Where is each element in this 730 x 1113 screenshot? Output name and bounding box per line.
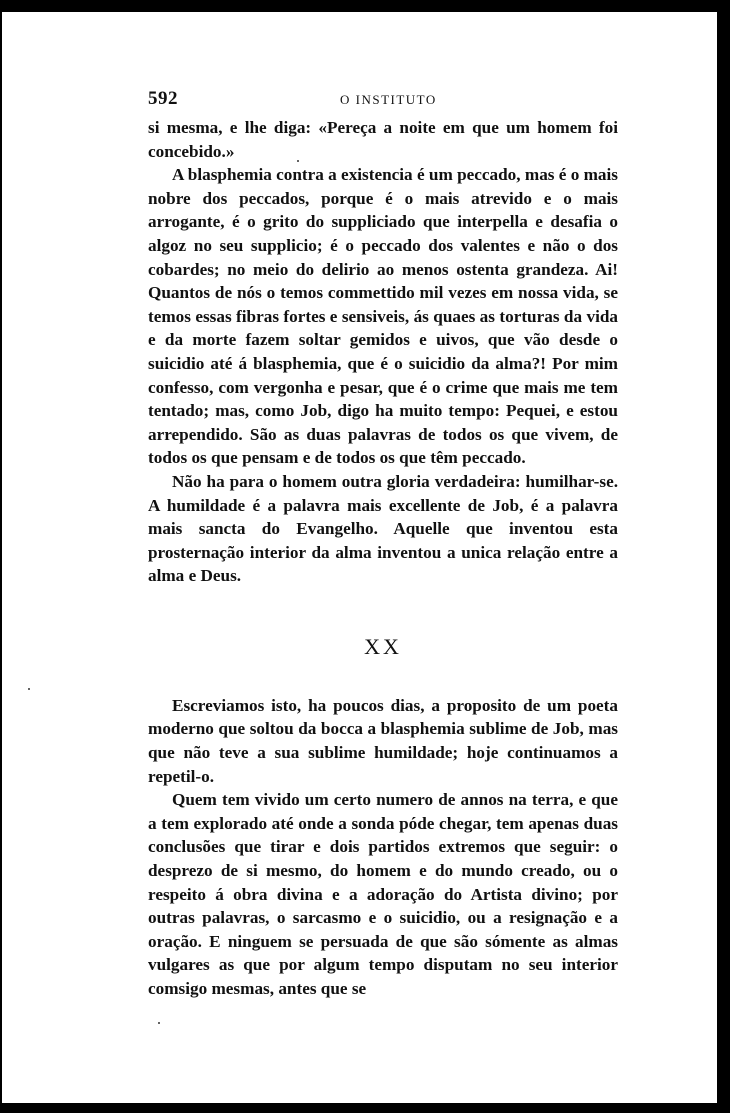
- scan-speck: [297, 160, 299, 162]
- scan-speck: [28, 688, 30, 690]
- running-title: O INSTITUTO: [340, 92, 437, 107]
- chapter-heading: XX: [364, 633, 402, 659]
- page-number: 592: [148, 88, 178, 109]
- paragraph: Não ha para o homem outra gloria verdadeira: humilhar-se. A humildade é a palavra mais excellente de Job, é a palavra mais sancta do Evangelho. Aquelle que inventou esta prosternação interior da alma inventou a unica relação entre a alma e Deus.: [148, 471, 618, 586]
- body-text-part1: [148, 116, 618, 588]
- running-head: [148, 88, 618, 116]
- paragraph: A blasphemia contra a existencia é um peccado, mas é o mais nobre dos peccados, porque é o mais atrevido e o mais arrogante, é o grito do suppliciado que interpella e desafia o algoz no seu supplicio; é o peccado dos valentes e não o dos cobardes; no meio do delirio ao menos ostenta grandeza. Ai! Quantos de nós o temos commettido mil vezes em nossa vida, se temos essas fibras fortes e sensiveis, ás quaes as torturas da vida e da morte fazem soltar gemidos e uivos, que vão desde o suicidio até á blasphemia, que é o suicidio da alma?! Por mim confesso, com vergonha e pesar, que é o crime que mais me tem tentado; mas, como Job, digo ha muito tempo: Pequei, e estou arrependido. São as duas palavras de todos os que vivem, de todos os que pensam e de todos os que têm peccado.: [148, 165, 618, 468]
- body-text-part2: [148, 694, 618, 1001]
- paragraph: si mesma, e lhe diga: «Pereça a noite em que um homem foi concebido.»: [148, 118, 618, 161]
- paragraph: Quem tem vivido um certo numero de annos na terra, e que a tem explorado até onde a sonda póde chegar, tem apenas duas conclusões que tirar e dois partidos extremos que seguir: o desprezo de si mesmo, do homem e do mundo creado, ou o respeito á obra divina e a adoração do Artista divino; por outras palavras, o sarcasmo e o suicidio, ou a resignação e a oração. E ninguem se persuada de que são sómente as almas vulgares as que por algum tempo disputam no seu interior comsigo mesmas, antes que se: [148, 790, 618, 998]
- book-page: [148, 88, 618, 1001]
- scan-speck: [158, 1022, 160, 1024]
- paragraph: Escreviamos isto, ha poucos dias, a proposito de um poeta moderno que soltou da bocca a blasphemia sublime de Job, mas que não teve a sua sublime humildade; hoje continuamos a repetil-o.: [148, 695, 618, 786]
